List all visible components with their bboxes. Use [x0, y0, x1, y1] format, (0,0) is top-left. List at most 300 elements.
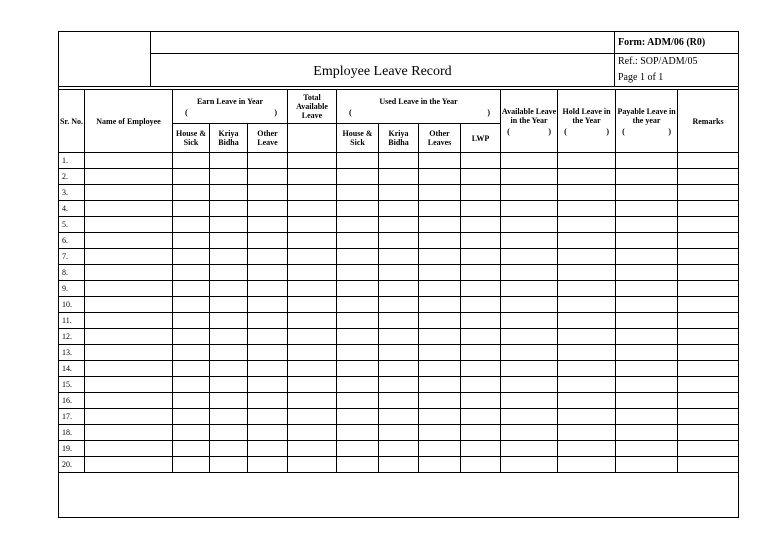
entry-cell[interactable]	[85, 425, 173, 441]
entry-cell[interactable]	[419, 281, 461, 297]
entry-cell[interactable]	[337, 345, 379, 361]
entry-cell[interactable]	[288, 217, 337, 233]
entry-cell[interactable]	[210, 297, 248, 313]
entry-cell[interactable]	[337, 233, 379, 249]
entry-cell[interactable]	[558, 185, 616, 201]
entry-cell[interactable]	[558, 345, 616, 361]
entry-cell[interactable]	[210, 233, 248, 249]
entry-cell[interactable]	[288, 153, 337, 169]
entry-cell[interactable]	[248, 361, 288, 377]
entry-cell[interactable]	[678, 265, 739, 281]
entry-cell[interactable]	[461, 425, 501, 441]
entry-cell[interactable]	[379, 345, 419, 361]
entry-cell[interactable]	[288, 169, 337, 185]
entry-cell[interactable]	[419, 297, 461, 313]
entry-cell[interactable]	[288, 329, 337, 345]
entry-cell[interactable]	[85, 441, 173, 457]
table-row	[59, 393, 739, 409]
entry-cell[interactable]	[616, 233, 678, 249]
entry-cell[interactable]	[501, 169, 558, 185]
entry-cell[interactable]	[616, 217, 678, 233]
entry-cell[interactable]	[248, 249, 288, 265]
subheader-earn-other: Other Leave	[248, 124, 288, 153]
entry-cell[interactable]	[248, 313, 288, 329]
entry-cell[interactable]	[616, 377, 678, 393]
entry-cell[interactable]	[337, 329, 379, 345]
entry-cell[interactable]	[419, 441, 461, 457]
entry-cell[interactable]	[379, 281, 419, 297]
entry-cell[interactable]	[210, 185, 248, 201]
entry-cell[interactable]	[419, 361, 461, 377]
entry-cell[interactable]	[85, 393, 173, 409]
entry-cell[interactable]	[558, 441, 616, 457]
subheader-used-other: Other Leaves	[419, 124, 461, 153]
table-row	[59, 361, 739, 377]
entry-cell[interactable]	[461, 345, 501, 361]
entry-cell[interactable]	[501, 185, 558, 201]
entry-cell[interactable]	[558, 153, 616, 169]
entry-cell[interactable]	[616, 297, 678, 313]
entry-cell[interactable]	[558, 265, 616, 281]
entry-cell[interactable]	[379, 153, 419, 169]
entry-cell[interactable]	[288, 233, 337, 249]
entry-cell[interactable]	[288, 249, 337, 265]
entry-cell[interactable]	[379, 201, 419, 217]
entry-cell[interactable]	[419, 409, 461, 425]
entry-cell[interactable]	[678, 441, 739, 457]
entry-cell[interactable]	[210, 201, 248, 217]
entry-cell[interactable]	[379, 393, 419, 409]
entry-cell[interactable]	[248, 153, 288, 169]
entry-cell[interactable]	[501, 297, 558, 313]
header-hold-leave	[558, 90, 616, 153]
entry-cell[interactable]	[501, 233, 558, 249]
entry-cell[interactable]	[461, 265, 501, 281]
entry-cell[interactable]	[248, 169, 288, 185]
entry-cell[interactable]	[501, 265, 558, 281]
entry-cell[interactable]	[678, 457, 739, 473]
entry-cell[interactable]	[173, 153, 210, 169]
entry-cell[interactable]	[210, 345, 248, 361]
header-sr-no: Sr. No.	[59, 90, 85, 153]
entry-cell[interactable]	[210, 249, 248, 265]
entry-cell[interactable]	[461, 457, 501, 473]
entry-cell[interactable]	[558, 361, 616, 377]
entry-cell[interactable]	[419, 393, 461, 409]
entry-cell[interactable]	[461, 281, 501, 297]
entry-cell[interactable]	[248, 265, 288, 281]
entry-cell[interactable]	[337, 425, 379, 441]
entry-cell[interactable]	[210, 265, 248, 281]
entry-cell[interactable]	[85, 281, 173, 297]
entry-cell[interactable]	[616, 185, 678, 201]
entry-cell[interactable]	[558, 457, 616, 473]
entry-cell[interactable]	[461, 297, 501, 313]
subheader-lwp: LWP	[461, 124, 501, 153]
entry-cell[interactable]	[558, 217, 616, 233]
entry-cell[interactable]	[461, 409, 501, 425]
entry-cell[interactable]	[501, 361, 558, 377]
entry-cell[interactable]	[678, 217, 739, 233]
entry-cell[interactable]	[288, 313, 337, 329]
entry-cell[interactable]	[616, 313, 678, 329]
entry-cell[interactable]	[501, 153, 558, 169]
entry-cell[interactable]	[558, 297, 616, 313]
entry-cell[interactable]	[678, 409, 739, 425]
entry-cell[interactable]	[288, 425, 337, 441]
entry-cell[interactable]	[419, 201, 461, 217]
entry-cell[interactable]	[173, 425, 210, 441]
entry-cell[interactable]	[379, 217, 419, 233]
entry-cell[interactable]	[210, 169, 248, 185]
entry-cell[interactable]	[210, 409, 248, 425]
entry-cell[interactable]	[248, 201, 288, 217]
entry-cell[interactable]	[288, 457, 337, 473]
entry-cell[interactable]	[85, 233, 173, 249]
entry-cell[interactable]	[337, 377, 379, 393]
entry-cell[interactable]	[210, 441, 248, 457]
header-used-leave	[337, 90, 501, 124]
entry-cell[interactable]	[501, 217, 558, 233]
table-row	[59, 233, 739, 249]
entry-cell[interactable]	[616, 441, 678, 457]
row-number: 9.	[59, 281, 85, 297]
entry-cell[interactable]	[288, 441, 337, 457]
entry-cell[interactable]	[337, 393, 379, 409]
earn-leave-label: Earn Leave in Year	[196, 96, 264, 106]
form-meta	[615, 54, 739, 87]
entry-cell[interactable]	[288, 185, 337, 201]
table-row	[59, 265, 739, 281]
entry-cell[interactable]	[288, 201, 337, 217]
header-total-available: Total Available Leave	[288, 90, 337, 124]
entry-cell[interactable]	[461, 185, 501, 201]
entry-cell[interactable]	[678, 345, 739, 361]
entry-cell[interactable]	[678, 425, 739, 441]
entry-cell[interactable]	[337, 201, 379, 217]
entry-cell[interactable]	[248, 345, 288, 361]
entry-cell[interactable]	[501, 329, 558, 345]
entry-cell[interactable]	[173, 409, 210, 425]
entry-cell[interactable]	[85, 409, 173, 425]
table-row	[59, 345, 739, 361]
entry-cell[interactable]	[337, 185, 379, 201]
entry-cell[interactable]	[173, 233, 210, 249]
entry-cell[interactable]	[337, 217, 379, 233]
entry-cell[interactable]	[210, 313, 248, 329]
entry-cell[interactable]	[616, 265, 678, 281]
entry-cell[interactable]	[248, 377, 288, 393]
entry-cell[interactable]	[248, 457, 288, 473]
entry-cell[interactable]	[419, 265, 461, 281]
entry-cell[interactable]	[616, 361, 678, 377]
form-header	[58, 31, 739, 87]
entry-cell[interactable]	[379, 249, 419, 265]
entry-cell[interactable]	[379, 441, 419, 457]
entry-cell[interactable]	[379, 313, 419, 329]
entry-cell[interactable]	[678, 233, 739, 249]
header-remarks: Remarks	[678, 90, 739, 153]
entry-cell[interactable]	[210, 361, 248, 377]
entry-cell[interactable]	[173, 345, 210, 361]
entry-cell[interactable]	[678, 185, 739, 201]
entry-cell[interactable]	[85, 297, 173, 313]
entry-cell[interactable]	[85, 169, 173, 185]
entry-cell[interactable]	[558, 249, 616, 265]
entry-cell[interactable]	[678, 329, 739, 345]
entry-cell[interactable]	[248, 393, 288, 409]
entry-cell[interactable]	[419, 185, 461, 201]
entry-cell[interactable]	[379, 185, 419, 201]
entry-cell[interactable]	[616, 409, 678, 425]
entry-cell[interactable]	[678, 297, 739, 313]
entry-cell[interactable]	[173, 169, 210, 185]
entry-cell[interactable]	[337, 265, 379, 281]
entry-cell[interactable]	[501, 457, 558, 473]
entry-cell[interactable]	[288, 361, 337, 377]
entry-cell[interactable]	[173, 201, 210, 217]
row-number: 13.	[59, 345, 85, 361]
entry-cell[interactable]	[173, 313, 210, 329]
entry-cell[interactable]	[616, 249, 678, 265]
entry-cell[interactable]	[678, 153, 739, 169]
entry-cell[interactable]	[248, 425, 288, 441]
entry-cell[interactable]	[173, 377, 210, 393]
earn-leave-year-field: ( )	[185, 107, 278, 117]
entry-cell[interactable]	[501, 377, 558, 393]
entry-cell[interactable]	[678, 169, 739, 185]
entry-cell[interactable]	[461, 329, 501, 345]
used-leave-year-field: ( )	[349, 107, 491, 117]
table-row	[59, 153, 739, 169]
entry-cell[interactable]	[85, 361, 173, 377]
entry-cell[interactable]	[173, 217, 210, 233]
entry-cell[interactable]	[379, 169, 419, 185]
entry-cell[interactable]	[678, 281, 739, 297]
entry-cell[interactable]	[616, 201, 678, 217]
header-payable-leave	[616, 90, 678, 153]
entry-cell[interactable]	[419, 153, 461, 169]
entry-cell[interactable]	[173, 361, 210, 377]
entry-cell[interactable]	[419, 217, 461, 233]
entry-cell[interactable]	[173, 281, 210, 297]
entry-cell[interactable]	[501, 441, 558, 457]
entry-cell[interactable]	[501, 313, 558, 329]
entry-cell[interactable]	[288, 377, 337, 393]
entry-cell[interactable]	[337, 441, 379, 457]
entry-cell[interactable]	[501, 249, 558, 265]
entry-cell[interactable]	[173, 393, 210, 409]
entry-cell[interactable]	[558, 313, 616, 329]
entry-cell[interactable]	[85, 153, 173, 169]
entry-cell[interactable]	[337, 297, 379, 313]
entry-cell[interactable]	[461, 153, 501, 169]
entry-cell[interactable]	[419, 457, 461, 473]
entry-cell[interactable]	[173, 329, 210, 345]
entry-cell[interactable]	[248, 329, 288, 345]
entry-cell[interactable]	[461, 249, 501, 265]
entry-cell[interactable]	[210, 217, 248, 233]
entry-cell[interactable]	[419, 425, 461, 441]
entry-cell[interactable]	[461, 361, 501, 377]
entry-cell[interactable]	[85, 265, 173, 281]
entry-cell[interactable]	[379, 425, 419, 441]
row-number: 3.	[59, 185, 85, 201]
entry-cell[interactable]	[461, 393, 501, 409]
subheader-earn-kriya-bidha: Kriya Bidha	[210, 124, 248, 153]
entry-cell[interactable]	[419, 249, 461, 265]
entry-cell[interactable]	[558, 329, 616, 345]
table-row	[59, 249, 739, 265]
entry-cell[interactable]	[616, 153, 678, 169]
entry-cell[interactable]	[558, 201, 616, 217]
entry-cell[interactable]	[337, 409, 379, 425]
entry-cell[interactable]	[85, 377, 173, 393]
entry-cell[interactable]	[85, 201, 173, 217]
entry-cell[interactable]	[379, 297, 419, 313]
entry-cell[interactable]	[558, 169, 616, 185]
entry-cell[interactable]	[501, 201, 558, 217]
subheader-total-blank	[288, 124, 337, 153]
entry-cell[interactable]	[678, 249, 739, 265]
entry-cell[interactable]	[85, 457, 173, 473]
entry-cell[interactable]	[616, 169, 678, 185]
entry-cell[interactable]	[419, 169, 461, 185]
entry-cell[interactable]	[678, 313, 739, 329]
entry-cell[interactable]	[678, 201, 739, 217]
entry-cell[interactable]	[419, 233, 461, 249]
entry-cell[interactable]	[248, 297, 288, 313]
entry-cell[interactable]	[419, 329, 461, 345]
entry-cell[interactable]	[288, 393, 337, 409]
entry-cell[interactable]	[173, 249, 210, 265]
entry-cell[interactable]	[616, 345, 678, 361]
entry-cell[interactable]	[501, 345, 558, 361]
entry-cell[interactable]	[379, 361, 419, 377]
entry-cell[interactable]	[419, 313, 461, 329]
entry-cell[interactable]	[461, 313, 501, 329]
entry-cell[interactable]	[379, 265, 419, 281]
entry-cell[interactable]	[85, 185, 173, 201]
entry-cell[interactable]	[461, 441, 501, 457]
entry-cell[interactable]	[248, 233, 288, 249]
entry-cell[interactable]	[337, 153, 379, 169]
entry-cell[interactable]	[501, 393, 558, 409]
entry-cell[interactable]	[173, 457, 210, 473]
entry-cell[interactable]	[248, 441, 288, 457]
entry-cell[interactable]	[616, 281, 678, 297]
entry-cell[interactable]	[85, 217, 173, 233]
row-number: 16.	[59, 393, 85, 409]
entry-cell[interactable]	[558, 425, 616, 441]
entry-cell[interactable]	[558, 377, 616, 393]
entry-cell[interactable]	[678, 361, 739, 377]
entry-cell[interactable]	[85, 329, 173, 345]
available-leave-label: Available Leave in the Year	[501, 106, 557, 125]
entry-cell[interactable]	[419, 377, 461, 393]
table-row	[59, 281, 739, 297]
entry-cell[interactable]	[379, 233, 419, 249]
entry-cell[interactable]	[379, 377, 419, 393]
entry-cell[interactable]	[85, 249, 173, 265]
row-number: 4.	[59, 201, 85, 217]
entry-cell[interactable]	[558, 409, 616, 425]
entry-cell[interactable]	[461, 169, 501, 185]
document-title: Employee Leave Record	[151, 54, 615, 87]
entry-cell[interactable]	[173, 297, 210, 313]
leave-table	[58, 89, 739, 473]
entry-cell[interactable]	[461, 217, 501, 233]
entry-cell[interactable]	[678, 393, 739, 409]
entry-cell[interactable]	[210, 457, 248, 473]
entry-cell[interactable]	[248, 409, 288, 425]
entry-cell[interactable]	[248, 217, 288, 233]
entry-cell[interactable]	[173, 265, 210, 281]
row-number: 15.	[59, 377, 85, 393]
entry-cell[interactable]	[616, 457, 678, 473]
table-body	[59, 153, 739, 473]
entry-cell[interactable]	[419, 345, 461, 361]
entry-cell[interactable]	[461, 233, 501, 249]
entry-cell[interactable]	[288, 297, 337, 313]
row-number: 5.	[59, 217, 85, 233]
entry-cell[interactable]	[173, 185, 210, 201]
entry-cell[interactable]	[337, 169, 379, 185]
entry-cell[interactable]	[337, 281, 379, 297]
entry-cell[interactable]	[173, 441, 210, 457]
entry-cell[interactable]	[210, 425, 248, 441]
entry-cell[interactable]	[288, 345, 337, 361]
entry-cell[interactable]	[379, 457, 419, 473]
entry-cell[interactable]	[616, 393, 678, 409]
entry-cell[interactable]	[379, 329, 419, 345]
entry-cell[interactable]	[288, 409, 337, 425]
entry-cell[interactable]	[461, 377, 501, 393]
available-leave-year-field: ( )	[507, 126, 552, 136]
entry-cell[interactable]	[210, 153, 248, 169]
entry-cell[interactable]	[461, 201, 501, 217]
entry-cell[interactable]	[501, 409, 558, 425]
entry-cell[interactable]	[248, 281, 288, 297]
entry-cell[interactable]	[678, 377, 739, 393]
entry-cell[interactable]	[558, 393, 616, 409]
entry-cell[interactable]	[85, 345, 173, 361]
entry-cell[interactable]	[85, 313, 173, 329]
entry-cell[interactable]	[501, 425, 558, 441]
entry-cell[interactable]	[616, 425, 678, 441]
entry-cell[interactable]	[616, 329, 678, 345]
table-row	[59, 185, 739, 201]
entry-cell[interactable]	[210, 393, 248, 409]
table-row	[59, 217, 739, 233]
entry-cell[interactable]	[288, 265, 337, 281]
entry-cell[interactable]	[248, 185, 288, 201]
entry-cell[interactable]	[337, 313, 379, 329]
entry-cell[interactable]	[337, 249, 379, 265]
entry-cell[interactable]	[210, 329, 248, 345]
entry-cell[interactable]	[210, 377, 248, 393]
entry-cell[interactable]	[337, 457, 379, 473]
entry-cell[interactable]	[210, 281, 248, 297]
entry-cell[interactable]	[288, 281, 337, 297]
entry-cell[interactable]	[558, 233, 616, 249]
entry-cell[interactable]	[501, 281, 558, 297]
entry-cell[interactable]	[337, 361, 379, 377]
table-row	[59, 409, 739, 425]
table-row	[59, 329, 739, 345]
entry-cell[interactable]	[379, 409, 419, 425]
entry-cell[interactable]	[558, 281, 616, 297]
